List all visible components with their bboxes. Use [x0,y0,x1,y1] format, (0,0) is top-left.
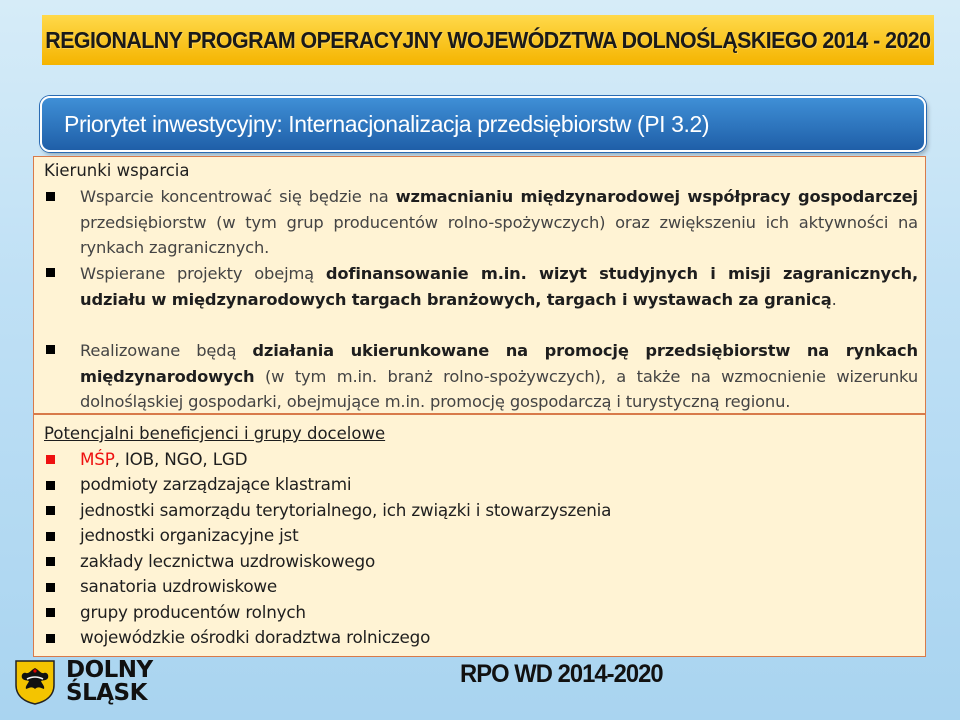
rpo-label: RPO WD 2014-2020 [460,660,663,688]
square-bullet-icon [46,583,55,592]
square-bullet-icon [46,608,55,617]
beneficjent-item: podmioty zarządzające klastrami [80,474,352,494]
beneficjent-item: zakłady lecznictwa uzdrowiskowego [80,551,376,571]
square-bullet-icon [46,345,55,354]
logo-line-2: ŚLĄSK [66,680,147,706]
kierunki-item-1: Wsparcie koncentrować się będzie na wzmacnianiu międzynarodowej współpracy gospodarczej przedsiębiorstw (w tym grup producentów rolno-spożywczych) oraz zwiększeniu ich aktywności na rynkach zagranicznych. [80,187,918,257]
beneficjent-item: jednostki organizacyjne jst [80,525,299,545]
beneficjent-item: jednostki samorządu terytorialnego, ich związki i stowarzyszenia [80,500,612,520]
red-square-bullet-icon [46,455,55,464]
square-bullet-icon [46,506,55,515]
beneficjent-item-msp: MŚP, IOB, NGO, LGD [80,449,248,469]
square-bullet-icon [46,481,55,490]
square-bullet-icon [46,557,55,566]
program-banner [42,15,934,65]
square-bullet-icon [46,192,55,201]
slide-title-bar [40,96,926,152]
beneficjent-item: sanatoria uzdrowiskowe [80,576,278,596]
eagle-crest-icon [14,659,56,705]
slide-title: Priorytet inwestycyjny: Internacjonalizacja przedsiębiorstw (PI 3.2) [64,110,710,137]
beneficjent-item: wojewódzkie ośrodki doradztwa rolniczego [80,627,431,647]
beneficjent-item: grupy producentów rolnych [80,602,306,622]
square-bullet-icon [46,268,55,277]
square-bullet-icon [46,634,55,643]
kierunki-heading: Kierunki wsparcia [44,161,190,180]
kierunki-item-2: Wspierane projekty obejmą dofinansowanie m.in. wizyt studyjnych i misji zagranicznych, udziału w międzynarodowych targach branżowych, targach i wystawach za granicą. [80,264,918,309]
kierunki-item-3: Realizowane będą działania ukierunkowane na promocję przedsiębiorstw na rynkach międzynarodowych (w tym m.in. branż rolno-spożywczych), a także na wzmocnienie wizerunku dolnośląskiej gospodarki, obejmujące m.in. promocję gospodarczą i turystyczną regionu. [80,341,918,411]
logo-line-1: DOLNY [66,657,153,683]
square-bullet-icon [46,532,55,541]
beneficjenci-heading: Potencjalni beneficjenci i grupy docelowe [44,424,386,443]
program-banner-text: REGIONALNY PROGRAM OPERACYJNY WOJEWÓDZTWA DOLNOŚLĄSKIEGO 2014 - 2020 [45,26,931,53]
